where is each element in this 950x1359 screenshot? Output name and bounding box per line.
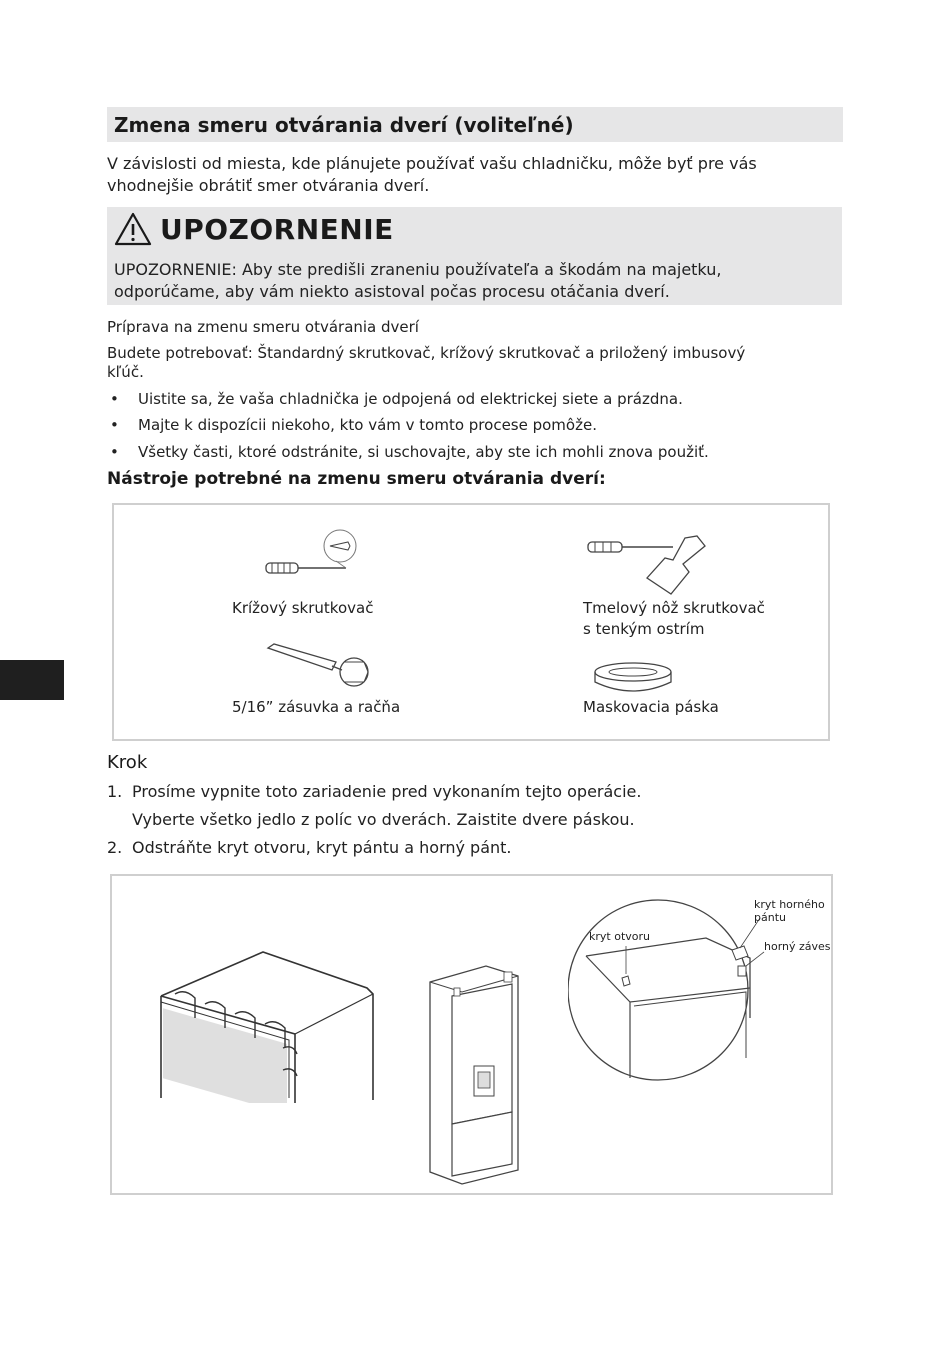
- steps-heading: Krok: [107, 752, 148, 773]
- phillips-screwdriver-icon: [262, 528, 362, 580]
- warning-text-line2: odporúčame, aby vám niekto asistoval počas procesu otáčania dverí.: [114, 282, 670, 301]
- tool-label-putty-knife-line1: Tmelový nôž skrutkovač: [583, 599, 765, 617]
- tool-label-masking-tape: Maskovacia páska: [583, 698, 719, 716]
- side-tab-marker: [0, 660, 64, 700]
- step-number: 2.: [107, 838, 123, 857]
- bullet-marker: •: [110, 443, 119, 461]
- warning-triangle-icon: [114, 212, 152, 246]
- hinge-detail-illustration: [568, 878, 830, 1098]
- socket-ratchet-icon: [264, 640, 374, 690]
- bullet-item: Všetky časti, ktoré odstránite, si uschovajte, aby ste ich mohli znova použiť.: [138, 443, 709, 461]
- taped-door-illustration: [155, 948, 380, 1103]
- bullet-item: Majte k dispozícii niekoho, kto vám v tomto procese pomôže.: [138, 416, 597, 434]
- callout-top-hinge: horný záves: [764, 940, 831, 953]
- masking-tape-icon: [592, 660, 674, 694]
- callout-hinge-cover-line2: pántu: [754, 911, 786, 924]
- callout-hinge-cover-line1: kryt horného: [754, 898, 825, 911]
- tools-heading: Nástroje potrebné na zmenu smeru otvárania dverí:: [107, 469, 606, 489]
- tools-box: [112, 503, 830, 741]
- tool-label-socket-ratchet: 5/16” zásuvka a račňa: [232, 698, 401, 716]
- prep-needs-line1: Budete potrebovať: Štandardný skrutkovač, krížový skrutkovač a priložený imbusový: [107, 344, 746, 362]
- step-1-line1: Prosíme vypnite toto zariadenie pred vykonaním tejto operácie.: [132, 782, 642, 801]
- prep-needs-line2: kľúč.: [107, 363, 144, 381]
- step-2-line1: Odstráňte kryt otvoru, kryt pántu a horný pánt.: [132, 838, 512, 857]
- putty-knife-screwdriver-icon: [585, 532, 715, 598]
- callout-hole-cover: kryt otvoru: [589, 930, 650, 943]
- tool-label-phillips: Krížový skrutkovač: [232, 599, 374, 617]
- intro-text-line2: vhodnejšie obrátiť smer otvárania dverí.: [107, 176, 430, 195]
- prep-heading: Príprava na zmenu smeru otvárania dverí: [107, 318, 419, 336]
- warning-text: [114, 259, 834, 303]
- section-title: Zmena smeru otvárania dverí (voliteľné): [114, 113, 574, 137]
- bullet-marker: •: [110, 390, 119, 408]
- intro-text-line1: V závislosti od miesta, kde plánujete používať vašu chladničku, môže byť pre vás: [107, 154, 757, 173]
- tool-label-putty-knife-line2: s tenkým ostrím: [583, 620, 705, 638]
- bullet-item: Uistite sa, že vaša chladnička je odpojená od elektrickej siete a prázdna.: [138, 390, 683, 408]
- warning-title: UPOZORNENIE: [160, 213, 394, 246]
- warning-text-line1: UPOZORNENIE: Aby ste predišli zraneniu používateľa a škodám na majetku,: [114, 260, 722, 279]
- fridge-illustration: [426, 962, 526, 1186]
- step-1-line2: Vyberte všetko jedlo z políc vo dverách. Zaistite dvere páskou.: [132, 810, 635, 829]
- bullet-marker: •: [110, 416, 119, 434]
- step-number: 1.: [107, 782, 123, 801]
